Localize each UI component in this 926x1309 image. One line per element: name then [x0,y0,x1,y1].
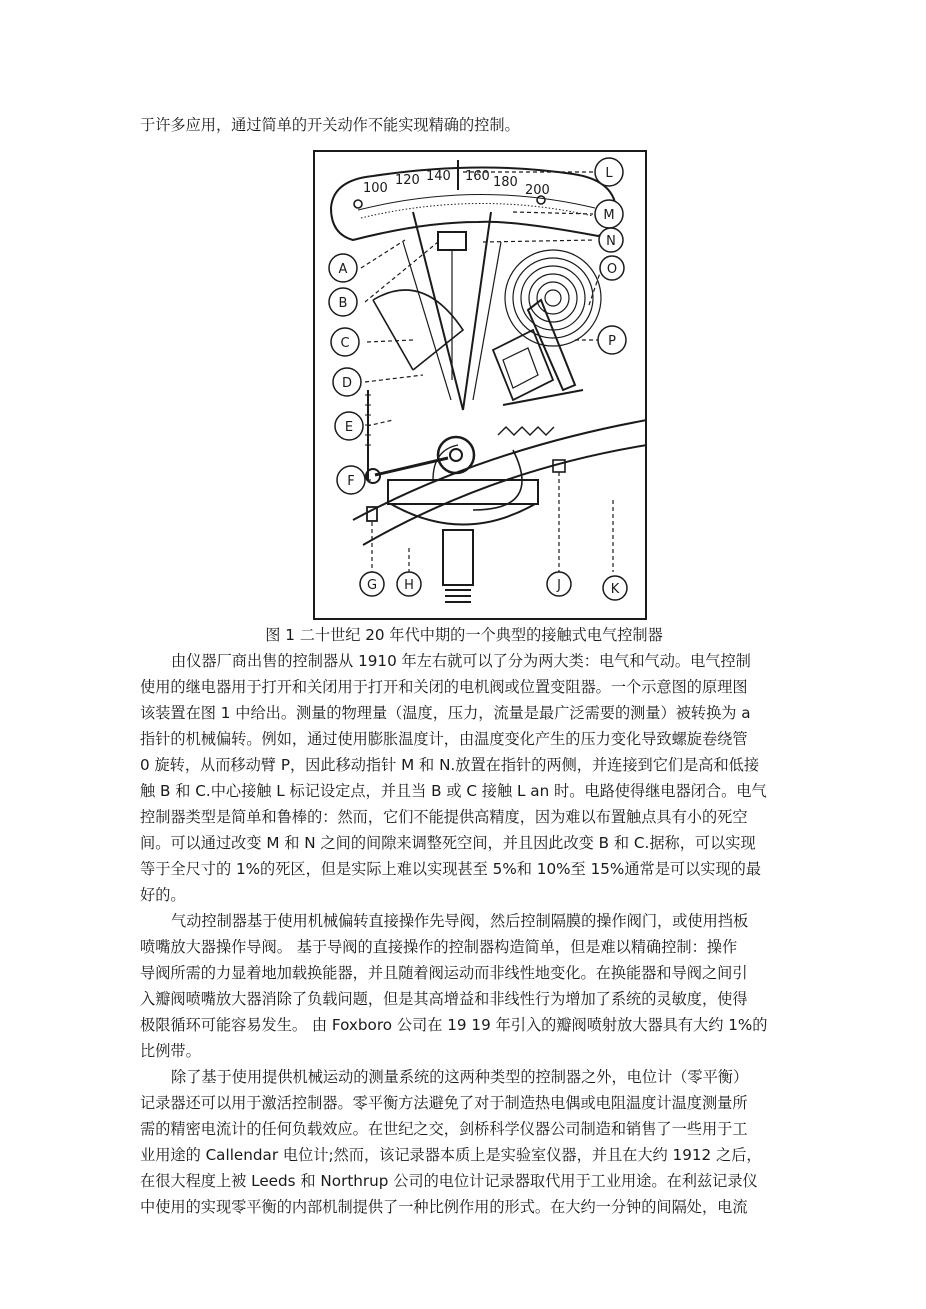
callout-K: K [610,582,620,597]
callout-L: L [605,166,613,181]
paragraph-line: 控制器类型是简单和鲁棒的：然而，它们不能提供高精度，因为难以布置触点具有小的死空 [140,808,748,826]
paragraph-line: 触 B 和 C.中心接触 L 标记设定点，并且当 B 或 C 接触 L an 时。电路使得继电器闭合。电气 [140,782,767,800]
paragraph-line: 由仪器厂商出售的控制器从 1910 年左右就可以了分为两大类：电气和气动。电气控制 [171,652,751,670]
paragraph-line: 好的。 [140,886,186,904]
paragraph-line: 气动控制器基于使用机械偏转直接操作先导阀，然后控制隔膜的操作阀门，或使用挡板 [171,912,749,930]
scale-label: 120 [395,173,420,188]
callout-J: J [557,578,561,593]
paragraph-line: 喷嘴放大器操作导阀。 基于导阀的直接操作的控制器构造简单，但是难以精确控制：操作 [140,938,738,956]
paragraph-line: 比例带。 [140,1042,201,1060]
callout-G: G [366,578,378,593]
callout-B: B [338,296,348,311]
paragraph-line: 间。可以通过改变 M 和 N 之间的间隙来调整死空间，并且因此改变 B 和 C.据称，可以实现 [140,834,756,852]
paragraph-line: 除了基于使用提供机械运动的测量系统的这两种类型的控制器之外，电位计（零平衡） [171,1068,749,1086]
callout-D: D [341,376,353,391]
scale-label: 100 [363,181,388,196]
paragraph-line: 业用途的 Callendar 电位计;然而，该记录器本质上是实验室仪器，并且在大约 1912 之后， [140,1146,762,1164]
paragraph-line: 导阀所需的力显着地加载换能器，并且随着阀运动而非线性地变化。在换能器和导阀之间引 [140,964,748,982]
scale-label: 160 [465,169,490,184]
paragraph-line: 在很大程度上被 Leeds 和 Northrup 公司的电位计记录器取代用于工业用途。在利兹记录仪 [140,1172,758,1190]
controller-diagram [313,150,647,620]
scale-label: 200 [525,183,550,198]
paragraph-line: 需的精密电流计的任何负载效应。在世纪之交，剑桥科学仪器公司制造和销售了一些用于工 [140,1120,748,1138]
paragraph-line: 该装置在图 1 中给出。测量的物理量（温度，压力，流量是最广泛需要的测量）被转换为 a [140,704,751,722]
callout-P: P [608,334,616,349]
callout-A: A [338,262,348,277]
paragraph-line: 极限循环可能容易发生。 由 Foxboro 公司在 19 19 年引入的瓣阀喷射放大器具有大约 1%的 [140,1016,768,1034]
figure-caption: 图 1 二十世纪 20 年代中期的一个典型的接触式电气控制器 [265,626,663,644]
callout-F: F [347,474,355,489]
callout-N: N [606,234,616,249]
paragraph-line: 入瓣阀喷嘴放大器消除了负载问题，但是其高增益和非线性行为增加了系统的灵敏度，使得 [140,990,748,1008]
paragraph-line: 中使用的实现零平衡的内部机制提供了一种比例作用的形式。在大约一分钟的间隔处，电流 [140,1198,748,1216]
paragraph-line: 0 旋转，从而移动臂 P，因此移动指针 M 和 N.放置在指针的两侧，并连接到它们是高和低接 [140,756,760,774]
callout-M: M [603,208,615,223]
paragraph-line: 等于全尺寸的 1%的死区，但是实际上难以实现甚至 5%和 10%至 15%通常是可以实现的最 [140,860,762,878]
scale-label: 140 [426,169,451,184]
callout-E: E [344,420,354,435]
callout-H: H [404,578,414,593]
callout-C: C [340,336,350,351]
paragraph-line: 指针的机械偏转。例如，通过使用膨胀温度计，由温度变化产生的压力变化导致螺旋卷绕管 [140,730,748,748]
callout-O: O [606,262,618,277]
paragraph-line: 使用的继电器用于打开和关闭用于打开和关闭的电机阀或位置变阻器。一个示意图的原理图 [140,678,748,696]
intro-line: 于许多应用，通过简单的开关动作不能实现精确的控制。 [140,116,520,134]
scale-label: 180 [493,175,518,190]
paragraph-line: 记录器还可以用于激活控制器。零平衡方法避免了对于制造热电偶或电阻温度计温度测量所 [140,1094,748,1112]
